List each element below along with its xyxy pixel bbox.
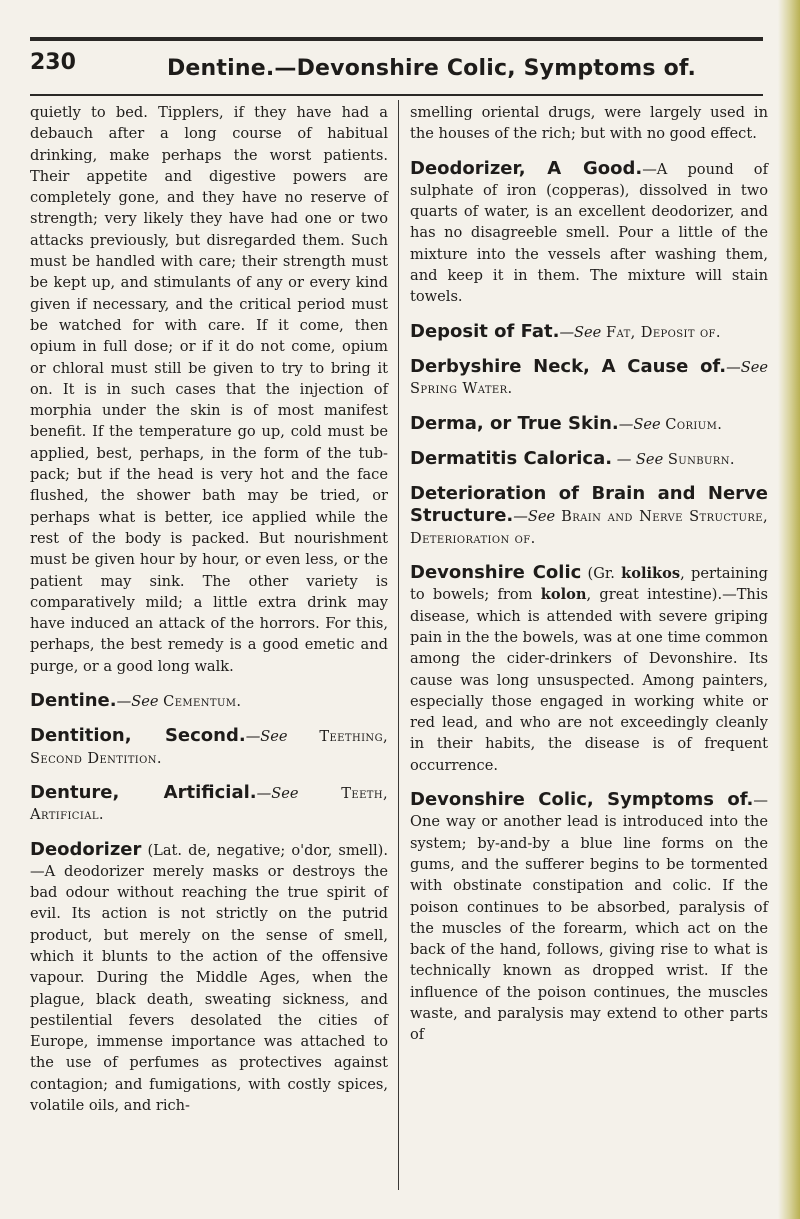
entry-dentition (30, 725, 388, 769)
entry-headword: Deodorizer, A Good. (410, 157, 643, 179)
continued-paragraph: smelling oriental drugs, were largely used in the houses of the rich; but with no good effect. (410, 104, 768, 143)
entry-headword: Deposit of Fat. (410, 320, 560, 342)
entry-headword: Dentition, Second. (30, 725, 246, 747)
cross-reference: Teething, Second Dentition. (30, 728, 388, 767)
entry-text: —This disease, which is attended with severe griping pain in the the bowels, was at one time common among the cider-drinkers of Devonshire. Its cause was long unsuspected. Among painters, especially those engaged in working white or red lead, and who are not exceedingly cleanly in their habits, the disease is of frequent occurrence. (410, 586, 768, 774)
continued-paragraph: quietly to bed. Tipplers, if they have had a debauch after a long course of habitual drinking, make perhaps the worst patients. Their appetite and digestive powers are completely gone, and they have no reserve of strength; very likely they have had one or two attacks previously, but disregarded them. Such must be handled with care; their strength must be kept up, and stimulants of any or every kind given if necessary, and the critical period must be watched for with care. If it come, then opium in full dose; or if it do not come, opium or chloral must still be given to try to bring it on. It is in such cases that the injection of morphia under the skin is of most manifest benefit. If the temperature go up, cold must be applied, best, perhaps, in the form of the tub-pack; but if the head is very hot and the face flushed, the shower bath may be tried, or perhaps what is better, ice applied while the rest of the body is packed. But nourishment must be given hour by hour, or even less, or the patient may sink. The other variety is comparatively mild; a little extra drink may have induced an attack of the horrors. For this, perhaps, the best remedy is a good emetic and purge, or a good long walk. (30, 104, 388, 675)
entry-denture (30, 782, 388, 826)
etymology: (Gr. (581, 565, 622, 583)
entry-derma (410, 413, 768, 435)
page-edge-tint (778, 0, 800, 1219)
entry-deterioration (410, 483, 768, 549)
entry-headword: Derma, or True Skin. (410, 412, 619, 434)
entry-dermatitis-calorica (410, 448, 768, 470)
cross-reference: Cementum. (163, 693, 242, 711)
entry-deodorizer (30, 839, 388, 1117)
entry-devonshire-colic (410, 562, 768, 776)
entry-headword: Derbyshire Neck, A Cause of. (410, 355, 727, 377)
column-divider (398, 100, 399, 1190)
entry-headword: Devonshire Colic, Symptoms of. (410, 789, 754, 811)
etymology: (Lat. de, negative; o'dor, smell). (141, 841, 388, 859)
entry-dentine (30, 690, 388, 712)
cross-reference: Fat, Deposit of. (605, 323, 721, 341)
cross-reference: Teeth, Artificial. (30, 784, 388, 824)
entry-deodorizer-good (410, 158, 768, 308)
see-label: — See (612, 450, 664, 468)
see-label: —See (559, 323, 602, 341)
cross-reference: Corium. (665, 415, 723, 433)
top-rule (30, 37, 763, 41)
entry-headword: Deodorizer (30, 838, 142, 860)
entry-headword: Denture, Artificial. (30, 781, 257, 803)
left-column (30, 102, 388, 1116)
see-label: —See (116, 693, 159, 711)
entry-devonshire-colic-symptoms (410, 789, 768, 1046)
greek-term: kolikos (621, 565, 681, 583)
entry-headword: Devonshire Colic (410, 562, 582, 584)
see-label: —See (245, 728, 288, 746)
running-head: Dentine.—Devonshire Colic, Symptoms of. (166, 56, 697, 81)
etymology: , pertaining to bowels; from (410, 565, 768, 604)
see-label: —See (726, 358, 768, 376)
page-number: 230 (30, 50, 76, 75)
entry-text: —A pound of sulphate of iron (copperas), dissolved in two quarts of water, is an excellent deodorizer, and has no disagreeble smell. Pour a little of the mixture into the vessels after washing them, and keep it in them. The mixture will stain towels. (410, 160, 768, 306)
see-label: —See (513, 508, 556, 526)
entry-headword: Dentine. (30, 690, 117, 712)
etymology: , great intestine). (586, 586, 723, 604)
right-column (410, 102, 768, 1046)
header-rule (30, 94, 763, 96)
entry-text: —One way or another lead is introduced into the system; by-and-by a blue line forms on the gums, and the sufferer begins to be tormented with obstinate constipation and colic. If the poison continues to be absorbed, paralysis of the muscles of the forearm, which act on the back of the hand, follows, giving rise to what is technically known as dropped wrist. If the influence of the poison continues, the muscles waste, and paralysis may extend to other parts of (410, 792, 768, 1044)
cross-reference: Sunburn. (667, 450, 735, 468)
see-label: —See (256, 784, 299, 802)
entry-headword: Dermatitis Calorica. (410, 447, 613, 469)
entry-text: —A deodorizer merely masks or destroys the bad odour without reaching the true spirit of evil. Its action is not strictly on the putrid product, but merely on the sense of smell, which it blunts to the action of the offensive vapour. During the Middle Ages, when the plague, black death, sweating sickness, and pestilential fevers desolated the cities of Europe, immense importance was attached to the use of perfumes as protectives against contagion; and fumigations, with costly spices, volatile oils, and rich- (30, 862, 388, 1115)
greek-term: kolon (540, 586, 587, 604)
entry-derbyshire-neck (410, 356, 768, 400)
see-label: —See (618, 415, 661, 433)
cross-reference: Spring Water. (410, 380, 513, 398)
entry-headword: Deterioration of Brain and Nerve Structure. (410, 483, 768, 527)
cross-reference: Brain and Nerve Structure, Deterioration of. (410, 508, 768, 547)
entry-deposit-of-fat (410, 321, 768, 343)
